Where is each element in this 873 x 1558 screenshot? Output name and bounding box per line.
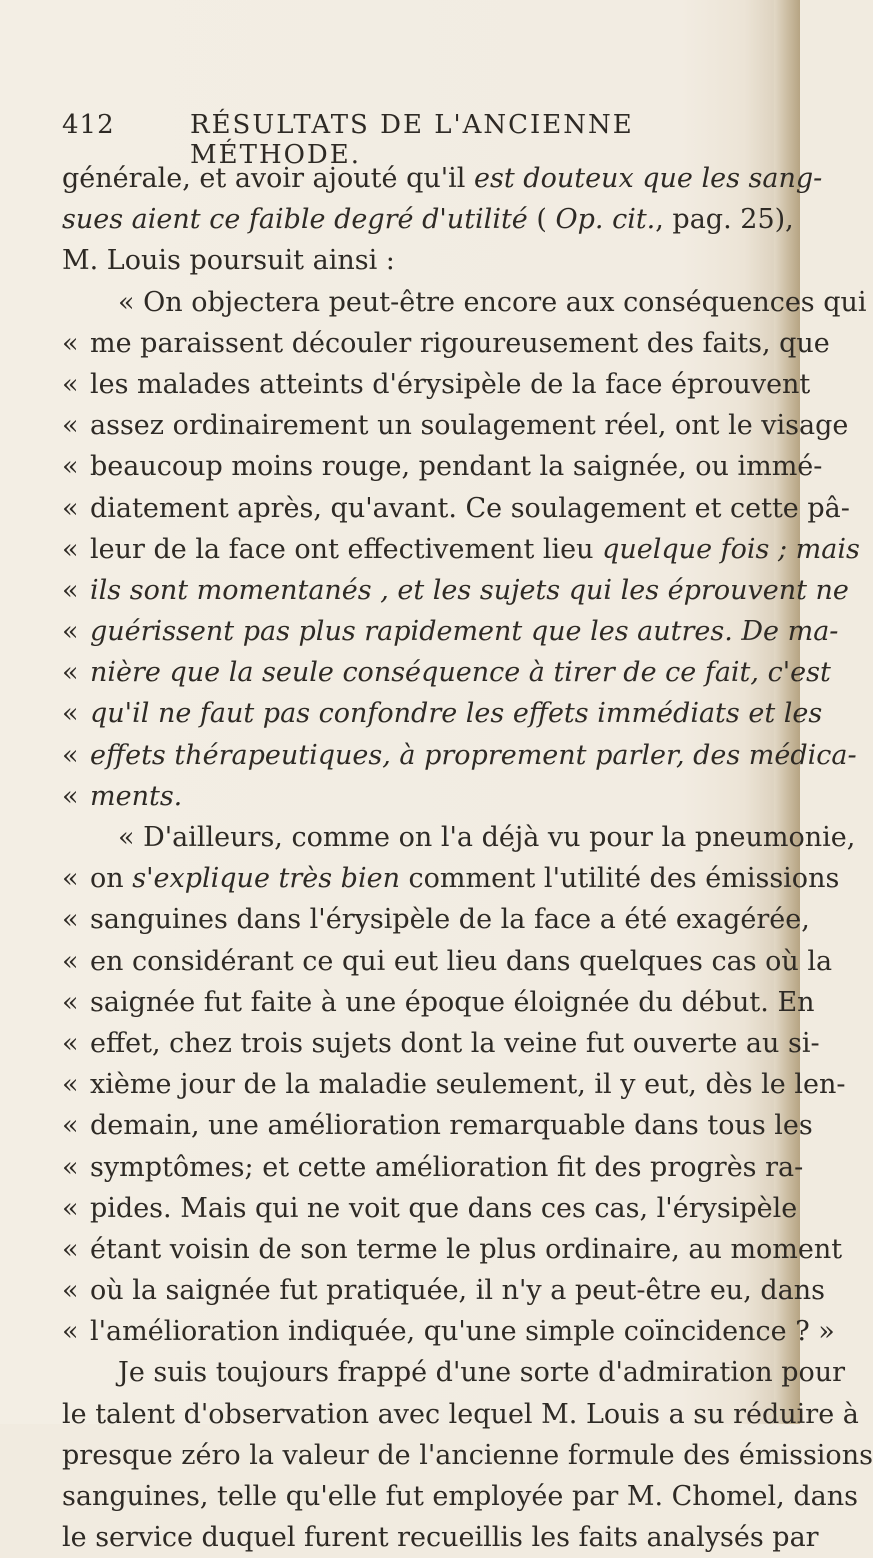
text-line [62,158,823,199]
text-line [62,941,833,982]
italic-text: guérissent pas plus rapidement que les autres. De ma- [90,616,839,648]
text-span: demain, une amélioration remarquable dans tous les [90,1110,813,1142]
text-span: , pag. 25), [655,204,794,236]
text-span: sanguines dans l'érysipèle de la face a été exagérée, [90,904,810,936]
text-line [62,405,849,446]
quote-mark: « [62,327,79,359]
text-span: en considérant ce qui eut lieu dans quelques cas où la [90,945,833,977]
italic-text: Op. cit. [555,204,656,236]
text-line [62,570,849,611]
italic-text: sues aient ce faible degré d'utilité [62,204,528,236]
text-span: où la saignée fut pratiquée, il n'y a peut-être eu, dans [90,1275,825,1307]
text-span: ( [527,204,556,236]
text-span: sanguines, telle qu'elle fut employée par M. Chomel, dans [62,1481,858,1512]
text-span: xième jour de la maladie seulement, il y eut, dès le len- [90,1069,846,1101]
quote-mark: « [62,410,79,442]
text-span: M. Louis poursuit ainsi : [62,245,395,277]
text-span: le talent d'observation avec lequel M. Louis a su réduire à [62,1398,859,1430]
text-line [62,735,857,776]
quote-mark: « [62,739,79,771]
quote-mark: « [62,1151,79,1183]
quote-mark: « [62,863,79,895]
text-line [62,199,794,240]
italic-text: quelque fois ; mais [602,533,860,565]
quote-mark: « [62,368,79,400]
text-span: le service duquel furent recueillis les faits analysés par [62,1522,819,1554]
text-span: effet, chez trois sujets dont la veine fut ouverte au si- [90,1027,820,1059]
text-line [62,1229,843,1270]
quote-mark: « [62,492,79,524]
text-span: générale, et avoir ajouté qu'il [62,163,475,194]
text-span: l'amélioration indiquée, qu'une simple coïncidence ? » [90,1316,835,1348]
text-line [62,282,867,323]
text-line [62,1105,813,1146]
running-title: RÉSULTATS DE L'ANCIENNE MÉTHODE. [190,110,634,170]
quote-mark: « [62,698,79,730]
quote-mark: « [62,1110,79,1142]
text-line [62,1435,873,1476]
text-line [62,899,810,940]
quote-mark: « [62,904,79,936]
text-span: comment l'utilité des émissions [399,863,840,895]
quote-mark: « [62,616,79,648]
page-number: 412 [62,110,115,140]
text-line [62,1064,846,1105]
text-line [62,776,752,817]
running-header [62,110,722,170]
text-span: les malades atteints d'érysipèle de la face éprouvent [90,368,811,400]
text-span: saignée fut faite à une époque éloignée du début. En [90,986,815,1018]
quote-mark: « [62,1192,79,1224]
text-line [62,1352,846,1393]
italic-text: est douteux que les sang- [474,163,823,194]
body-text [62,158,873,1558]
quote-mark: « [62,1275,79,1307]
text-span: leur de la face ont effectivement lieu [90,533,603,565]
text-span: symptômes; et cette amélioration fit des progrès ra- [90,1151,804,1183]
quote-mark: « [62,1316,79,1348]
text-line [62,1147,804,1188]
text-line [62,1023,820,1064]
text-line [62,240,752,281]
text-line [62,529,860,570]
text-line [62,611,839,652]
italic-text: qu'il ne faut pas confondre les effets immédiats et les [90,698,823,730]
italic-text: ils sont momentanés , et les sujets qui les éprouvent ne [90,574,849,606]
text-line [62,652,831,693]
text-span: on [90,863,133,895]
text-span: assez ordinairement un soulagement réel, ont le visage [90,410,849,442]
text-span: « On objectera peut-être encore aux conséquences qui [118,286,867,318]
text-line [62,1311,835,1352]
text-line [62,323,830,364]
quote-mark: « [62,780,79,812]
italic-text: s'explique très bien [132,863,400,895]
text-line [62,488,850,529]
text-span: presque zéro la valeur de l'ancienne formule des émissions [62,1439,873,1471]
text-span: « D'ailleurs, comme on l'a déjà vu pour la pneumonie, [118,822,856,853]
text-span: Je suis toujours frappé d'une sorte d'admiration pour [118,1357,846,1389]
text-line [62,1270,825,1311]
text-line [62,1188,798,1229]
text-line [62,693,823,734]
quote-mark: « [62,533,79,565]
text-line [62,364,811,405]
quote-mark: « [62,945,79,977]
quote-mark: « [62,574,79,606]
text-span: étant voisin de son terme le plus ordinaire, au moment [90,1233,843,1265]
text-span: pides. Mais qui ne voit que dans ces cas, l'érysipèle [90,1192,798,1224]
text-line [62,982,815,1023]
quote-mark: « [62,1233,79,1265]
text-line [62,1517,819,1558]
quote-mark: « [62,1069,79,1101]
text-span: me paraissent découler rigoureusement des faits, que [90,327,830,359]
text-span: beaucoup moins rouge, pendant la saignée, ou immé- [90,451,823,483]
text-span: diatement après, qu'avant. Ce soulagement et cette pâ- [90,492,850,524]
text-line [62,446,823,487]
quote-mark: « [62,451,79,483]
quote-mark: « [62,1027,79,1059]
italic-text: nière que la seule conséquence à tirer de ce fait, c'est [90,657,831,689]
text-line [62,1476,858,1517]
quote-mark: « [62,986,79,1018]
italic-text: ments. [90,780,183,812]
text-line [62,817,856,858]
text-line [62,858,840,899]
italic-text: effets thérapeutiques, à proprement parler, des médica- [90,739,857,771]
quote-mark: « [62,657,79,689]
text-line [62,1394,859,1435]
